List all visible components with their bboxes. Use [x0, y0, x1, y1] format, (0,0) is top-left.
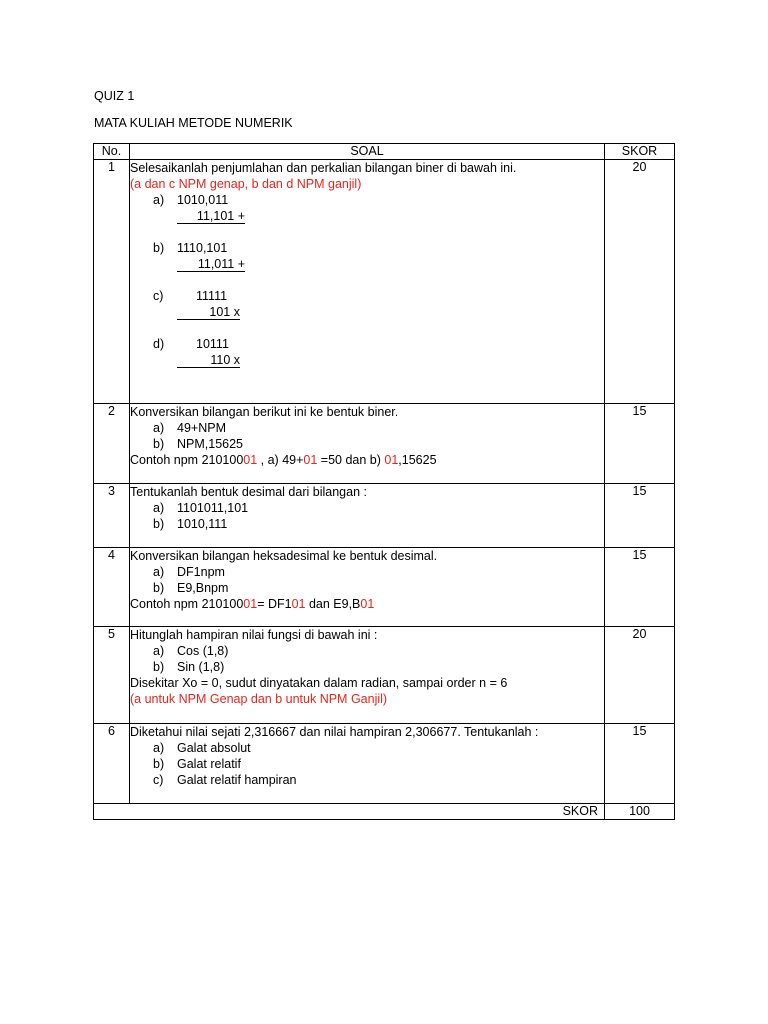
- sub-label: c): [153, 773, 164, 787]
- example-text: =50 dan b): [317, 453, 385, 467]
- question-text: Hitunglah hampiran nilai fungsi di bawah ini :: [130, 628, 378, 642]
- subquestion-a: [130, 564, 604, 580]
- example-text: Contoh npm 210100: [130, 453, 244, 467]
- question-row-1: [94, 160, 675, 404]
- operand-bottom: 110 x: [177, 352, 240, 368]
- sub-label: b): [153, 660, 165, 674]
- sub-label: b): [153, 581, 165, 595]
- question-score: 15: [605, 724, 675, 804]
- question-text: Tentukanlah bentuk desimal dari bilangan :: [130, 485, 367, 499]
- example-text: dan E9,B: [305, 597, 361, 611]
- question-note: (a dan c NPM genap, b dan d NPM ganjil): [130, 177, 362, 191]
- operand-top: 11111: [196, 289, 228, 303]
- question-text: Selesaikanlah penjumlahan dan perkalian bilangan biner di bawah ini.: [130, 161, 517, 175]
- question-score: 15: [605, 484, 675, 548]
- example-highlight: 01: [243, 453, 258, 467]
- example-text: Contoh npm 210100: [130, 597, 244, 611]
- question-row-5: [94, 627, 675, 724]
- subquestion-a: [130, 192, 604, 208]
- header-row: [94, 144, 675, 160]
- sub-text: NPM,15625: [177, 437, 244, 451]
- subquestion-b: [130, 580, 604, 596]
- quiz-title: QUIZ 1: [94, 89, 135, 103]
- question-body: [130, 627, 605, 724]
- total-label: SKOR: [94, 804, 605, 820]
- question-body: [130, 404, 605, 484]
- subquestion-a-operand: [130, 208, 604, 224]
- sub-text: DF1npm: [177, 565, 225, 579]
- question-number: 1: [94, 160, 130, 404]
- subquestion-a: [130, 420, 604, 436]
- sub-label: c): [153, 289, 164, 303]
- operand-bottom: 11,011 +: [177, 256, 245, 272]
- question-body: [130, 484, 605, 548]
- question-score: 15: [605, 404, 675, 484]
- sub-text: 1101011,101: [177, 501, 249, 515]
- question-number: 4: [94, 548, 130, 627]
- sub-text: 1010,111: [177, 517, 228, 531]
- sub-text: 49+NPM: [177, 421, 226, 435]
- header-soal: SOAL: [130, 144, 605, 160]
- question-number: 3: [94, 484, 130, 548]
- sub-text: Galat relatif hampiran: [177, 773, 297, 787]
- course-title: MATA KULIAH METODE NUMERIK: [94, 116, 293, 130]
- operand-top: 1110,101: [177, 241, 228, 255]
- question-number: 2: [94, 404, 130, 484]
- question-score: 20: [605, 627, 675, 724]
- question-body: [130, 548, 605, 627]
- subquestion-a: [130, 500, 604, 516]
- question-row-6: [94, 724, 675, 804]
- operand-top: 1010,011: [177, 193, 229, 207]
- sub-text: Galat relatif: [177, 757, 241, 771]
- question-text: Konversikan bilangan berikut ini ke bentuk biner.: [130, 405, 399, 419]
- question-row-3: [94, 484, 675, 548]
- header-no: No.: [94, 144, 130, 160]
- subquestion-b-operand: [130, 256, 604, 272]
- example-highlight: 01: [303, 453, 318, 467]
- sub-label: a): [153, 193, 165, 207]
- sub-text: Galat absolut: [177, 741, 251, 755]
- sub-text: Sin (1,8): [177, 660, 225, 674]
- question-score: 20: [605, 160, 675, 404]
- subquestion-a: [130, 740, 604, 756]
- total-score: 100: [605, 804, 675, 820]
- example-highlight: 01: [384, 453, 399, 467]
- sub-label: a): [153, 565, 165, 579]
- example-line: [130, 596, 604, 612]
- sub-label: b): [153, 757, 165, 771]
- question-text: Diketahui nilai sejati 2,316667 dan nilai hampiran 2,306677. Tentukanlah :: [130, 725, 539, 739]
- sub-text: Cos (1,8): [177, 644, 229, 658]
- question-number: 6: [94, 724, 130, 804]
- subquestion-b: [130, 659, 604, 675]
- subquestion-d-operand: [130, 352, 604, 368]
- sub-label: a): [153, 741, 165, 755]
- question-body: [130, 724, 605, 804]
- question-row-2: [94, 404, 675, 484]
- question-number: 5: [94, 627, 130, 724]
- header-skor: SKOR: [605, 144, 675, 160]
- question-body: [130, 160, 605, 404]
- example-text: , a) 49+: [257, 453, 304, 467]
- subquestion-d: [130, 336, 604, 352]
- sub-text: E9,Bnpm: [177, 581, 229, 595]
- subquestion-b: [130, 436, 604, 452]
- subquestion-b: [130, 240, 604, 256]
- sub-label: a): [153, 644, 165, 658]
- question-note: (a untuk NPM Genap dan b untuk NPM Ganjil): [130, 692, 388, 706]
- quiz-table: [93, 143, 675, 820]
- subquestion-b: [130, 516, 604, 532]
- example-highlight: 01: [291, 597, 306, 611]
- example-line: [130, 452, 604, 468]
- example-text: = DF1: [257, 597, 292, 611]
- total-row: [94, 804, 675, 820]
- subquestion-c-operand: [130, 304, 604, 320]
- operand-bottom: 11,101 +: [177, 208, 245, 224]
- question-text: Konversikan bilangan heksadesimal ke bentuk desimal.: [130, 549, 438, 563]
- subquestion-c: [130, 288, 604, 304]
- example-highlight: 01: [243, 597, 258, 611]
- question-row-4: [94, 548, 675, 627]
- sub-label: a): [153, 501, 165, 515]
- subquestion-b: [130, 756, 604, 772]
- subquestion-c: [130, 772, 604, 788]
- example-highlight: 01: [360, 597, 375, 611]
- sub-label: b): [153, 437, 165, 451]
- question-score: 15: [605, 548, 675, 627]
- sub-label: d): [153, 337, 165, 351]
- example-text: ,15625: [398, 453, 437, 467]
- subquestion-a: [130, 643, 604, 659]
- operand-top: 10111: [196, 337, 229, 351]
- sub-label: b): [153, 517, 165, 531]
- sub-label: a): [153, 421, 165, 435]
- question-condition: Disekitar Xo = 0, sudut dinyatakan dalam radian, sampai order n = 6: [130, 676, 508, 690]
- sub-label: b): [153, 241, 165, 255]
- operand-bottom: 101 x: [177, 304, 240, 320]
